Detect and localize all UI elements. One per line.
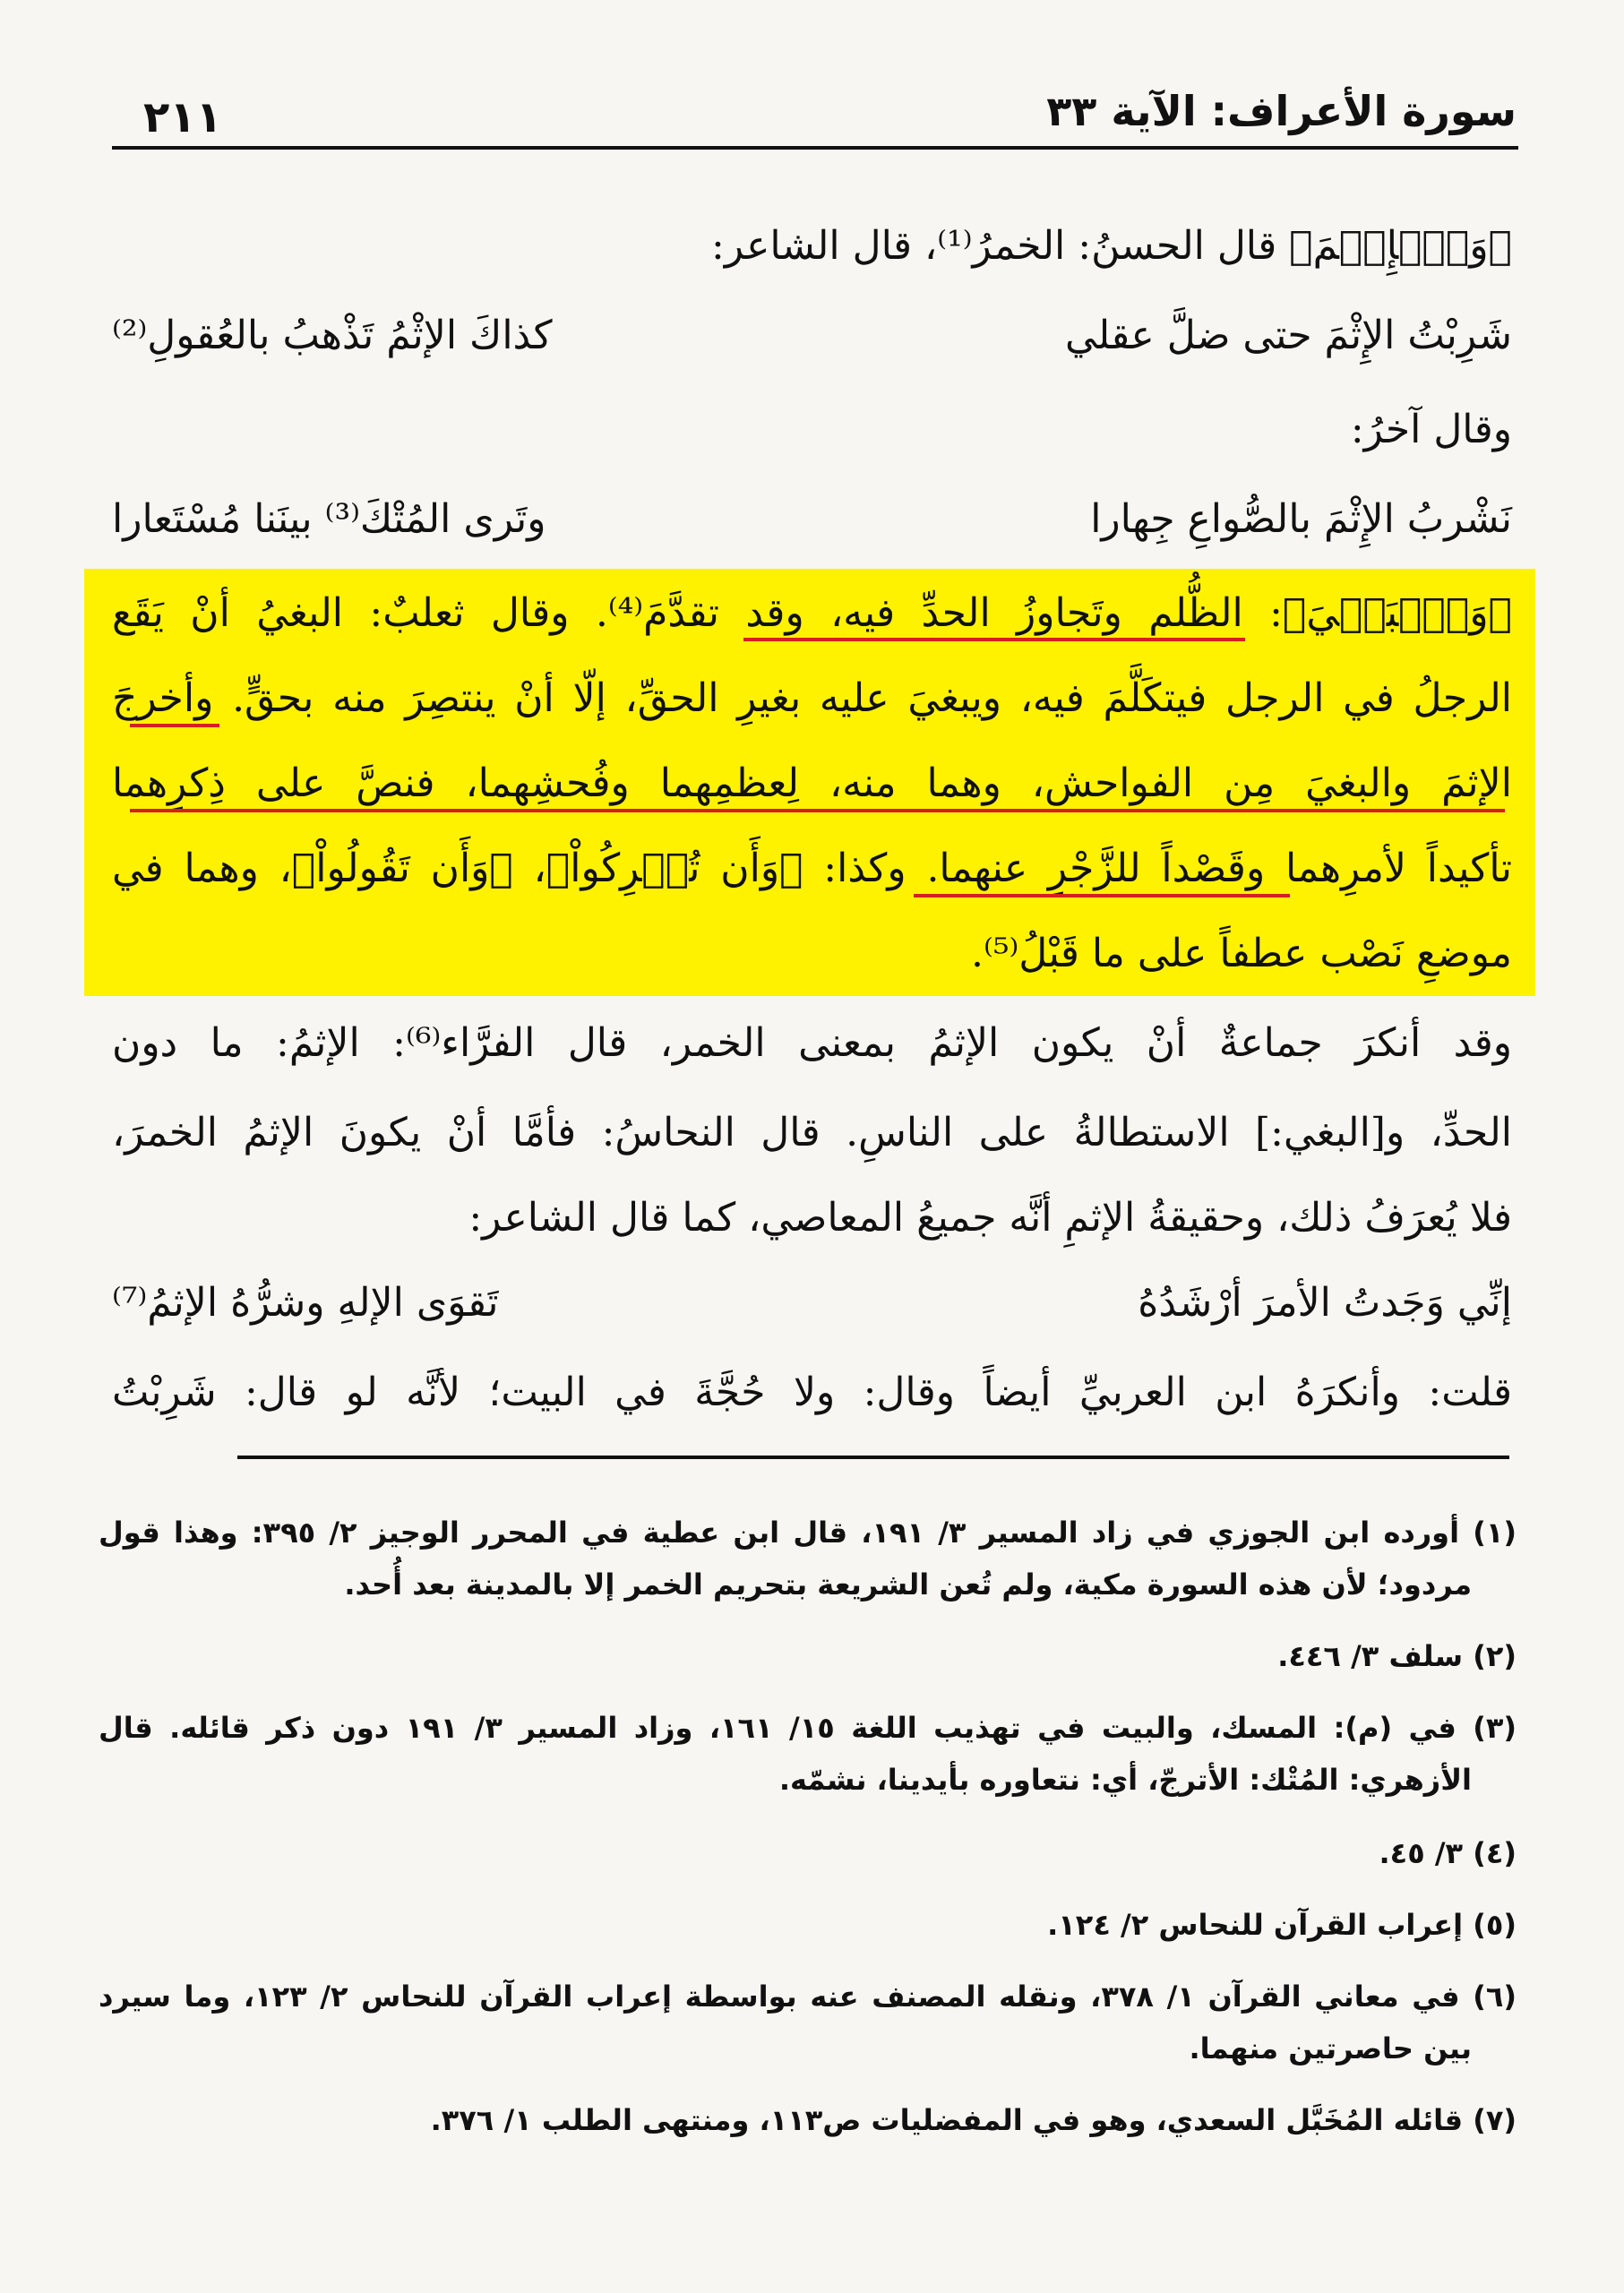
footnote-line: بين حاصرتين منهما. (1189, 2031, 1472, 2065)
red-underline (743, 638, 1245, 641)
footnote-line: (٥) إعراب القرآن للنحاس ٢/ ١٢٤. (1047, 1908, 1517, 1942)
text-line-11: الحدِّ، و[البغي:] الاستطالةُ على الناسِ. قال النحاسُ: فأمَّا أنْ يكونَ الإثمُ الخمرَ، (112, 1110, 1512, 1155)
footnote-line: (٤) ٣/ ٤٥. (1379, 1836, 1517, 1870)
header-rule (112, 146, 1518, 150)
running-title: سورة الأعراف: الآية ٣٣ (1046, 87, 1517, 135)
verse-hemistich: إنِّي وَجَدتُ الأمرَ أرْشَدُهُ (1138, 1280, 1512, 1326)
highlighted-line-1: ﴿وَٱلۡبَغۡيَ﴾: الظُّلم وتَجاوزُ الحدِّ فيه، وقد تقدَّمَ⁽⁴⁾. وقال ثعلبٌ: البغيُ أنْ يَقَع (112, 590, 1513, 636)
page-number: ٢١١ (143, 92, 222, 142)
highlighted-line-2: الرجلُ في الرجل فيتكَلَّمَ فيه، ويبغيَ عليه بغيرِ الحقِّ، إلّا أنْ ينتصِرَ منه بحقٍّ. وأخرجَ (112, 675, 1512, 721)
text-line-14: قلت: وأنكرَهُ ابن العربيِّ أيضاً وقال: ولا حُجَّةَ في البيت؛ لأنَّه لو قال: شَرِبْتُ (112, 1370, 1512, 1415)
verse-hemistich: شَرِبْتُ الإِثْمَ حتى ضلَّ عقلي (1065, 313, 1512, 358)
verse-line-2 (112, 484, 1512, 555)
page-header (112, 76, 1517, 148)
footnote-line: (٧) قائله المُخَبَّل السعدي، وهو في المفضليات ص١١٣، ومنتهى الطلب ١/ ٣٧٦. (430, 2103, 1517, 2137)
footnote-line: (٦) في معاني القرآن ١/ ٣٧٨، ونقله المصنف عنه بواسطة إعراب القرآن للنحاس ٢/ ١٢٣، وما سيرد (99, 1980, 1517, 2014)
verse-hemistich: تَقوَى الإلهِ وشرُّهُ الإثمُ⁽⁷⁾ (112, 1280, 499, 1326)
verse-hemistich: كذاكَ الإثْمُ تَذْهبُ بالعُقولِ⁽²⁾ (112, 313, 553, 358)
red-underline (914, 894, 1290, 897)
highlighted-line-3: الإثمَ والبغيَ مِن الفواحش، وهما منه، لِعظمِهما وفُحشِهما، فنصَّ على ذِكرِهما (112, 760, 1512, 806)
footnote-line: الأزهري: المُتْك: الأترجّ، أي: نتعاوره بأيدينا، نشمّه. (778, 1763, 1472, 1797)
red-underline (130, 724, 219, 727)
red-underline (130, 809, 1505, 812)
text-line-1: ﴿وَٱلۡإِثۡمَ﴾ قال الحسنُ: الخمرُ⁽¹⁾، قال الشاعر: (711, 223, 1512, 269)
footnote-line: مردود؛ لأن هذه السورة مكية، ولم تُعن الشريعة بتحريم الخمر إلا بالمدينة بعد أُحد. (344, 1567, 1472, 1602)
footnote-line: (٣) في (م): المسك، والبيت في تهذيب اللغة ١٥/ ١٦١، وزاد المسير ٣/ ١٩١ دون ذكر قائله. قال (99, 1711, 1517, 1745)
text-line-12: فلا يُعرَفُ ذلك، وحقيقةُ الإثمِ أنَّه جميعُ المعاصي، كما قال الشاعر: (468, 1195, 1512, 1241)
footnote-line: (١) أورده ابن الجوزي في زاد المسير ٣/ ١٩١، قال ابن عطية في المحرر الوجيز ٢/ ٣٩٥: وهذا قول (99, 1516, 1517, 1550)
verse-hemistich: نَشْربُ الإِثْمَ بالصُّواعِ جِهارا (1090, 496, 1512, 542)
footnote-line: (٢) سلف ٣/ ٤٤٦. (1277, 1639, 1517, 1673)
text-line-3: وقال آخرُ: (1350, 407, 1512, 452)
highlighted-line-4: تأكيداً لأمرِهما وقَصْداً للزَّجْرِ عنهما. وكذا: ﴿وَأَن تُشۡرِكُواْ﴾، ﴿وَأَن تَقُولُواْ﴾، وهما في (112, 846, 1513, 891)
verse-hemistich: وتَرى المُتْكَ⁽³⁾ بينَنا مُسْتَعارا (112, 496, 546, 542)
verse-line-3 (112, 1267, 1512, 1339)
highlighted-line-5: موضعِ نَصْب عطفاً على ما قَبْلُ⁽⁵⁾. (971, 931, 1512, 976)
text-line-10: وقد أنكرَ جماعةٌ أنْ يكون الإثمُ بمعنى الخمر، قال الفرَّاء⁽⁶⁾: الإثمُ: ما دون (112, 1020, 1513, 1066)
footnote-rule (237, 1456, 1509, 1459)
verse-line-1 (112, 300, 1512, 372)
